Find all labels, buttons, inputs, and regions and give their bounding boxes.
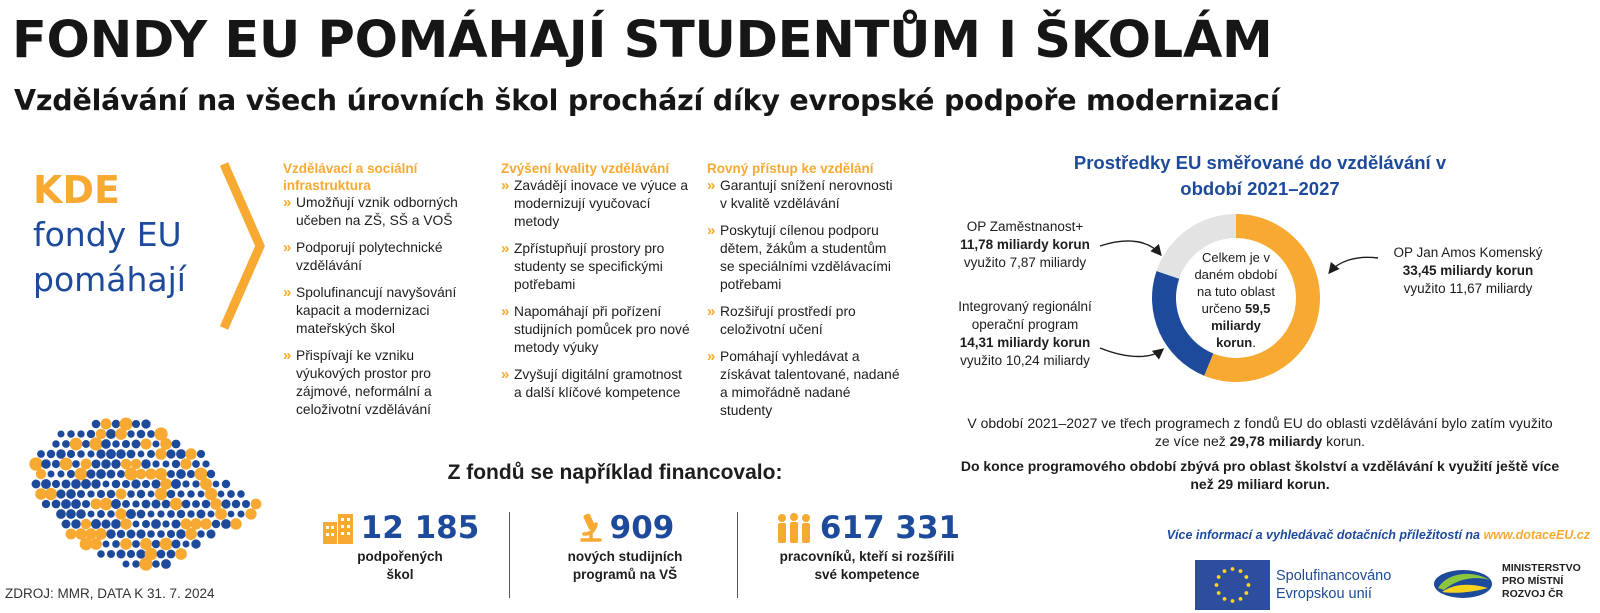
stat-number: 909 — [609, 510, 675, 546]
map-dot — [67, 450, 75, 458]
map-dot — [52, 460, 60, 468]
map-dot — [42, 500, 50, 508]
stat-number: 12 185 — [360, 510, 480, 546]
map-dot — [136, 529, 145, 538]
column-heading: Vzdělávací a sociální infrastruktura — [283, 161, 418, 193]
map-dot — [177, 510, 185, 518]
stat-description: podpořených škol — [357, 549, 443, 582]
map-dot — [77, 490, 85, 498]
map-dot — [87, 450, 94, 457]
map-dot — [115, 508, 126, 519]
map-dot — [151, 499, 160, 508]
map-dot — [111, 499, 121, 509]
map-dot — [141, 459, 150, 468]
mmr-logo-text: MINISTERSTVO PRO MÍSTNÍ ROZVOJ ČR — [1502, 562, 1581, 600]
map-dot — [116, 489, 127, 500]
map-dot — [82, 440, 90, 448]
map-dot — [251, 499, 262, 510]
map-dot — [101, 519, 110, 528]
map-dot — [70, 438, 83, 451]
map-dot — [167, 550, 176, 559]
map-dot — [112, 480, 121, 489]
map-dot — [32, 480, 41, 489]
map-dot — [137, 430, 146, 439]
map-dot — [56, 489, 65, 498]
map-dot — [100, 418, 111, 429]
map-dot — [71, 479, 81, 489]
donut-title: Prostředky EU směřované do vzdělávání v období 2021–2027 — [1073, 152, 1447, 199]
map-dot — [72, 460, 80, 468]
school-building-icon — [321, 512, 355, 544]
map-dot — [142, 520, 150, 528]
map-dot — [132, 540, 140, 548]
map-dot — [122, 500, 130, 508]
map-dot — [116, 549, 125, 558]
map-dot — [111, 519, 121, 529]
map-dot — [120, 538, 132, 550]
map-dot — [37, 450, 45, 458]
map-dot — [66, 489, 76, 499]
map-dot — [62, 440, 70, 448]
column-heading: Rovný přístup ke vzdělání — [707, 161, 874, 176]
map-dot — [245, 508, 256, 519]
czech-map-icon — [20, 404, 270, 579]
column-equal-access — [707, 160, 903, 429]
map-dot — [77, 450, 85, 458]
map-dot — [71, 499, 81, 509]
map-dot — [52, 480, 60, 488]
map-dot — [155, 448, 167, 460]
map-dot — [66, 529, 77, 540]
map-dot — [36, 469, 46, 479]
map-dot — [160, 438, 172, 450]
map-dot — [97, 510, 105, 518]
kde-block — [33, 168, 186, 302]
map-dot — [182, 540, 189, 547]
map-dot — [132, 520, 139, 527]
map-dot — [177, 490, 184, 497]
eu-star — [1239, 597, 1243, 601]
map-dot — [101, 459, 111, 469]
map-dot — [102, 540, 109, 547]
map-dot — [100, 498, 113, 511]
map-dot — [117, 470, 125, 478]
map-dot — [132, 560, 140, 568]
eu-star — [1247, 583, 1251, 587]
map-dot — [190, 518, 201, 529]
map-dot — [198, 491, 205, 498]
map-dot — [47, 450, 55, 458]
map-dot — [102, 480, 109, 487]
map-dot — [171, 539, 180, 548]
program-label-opz: OP Zaměstnanost+ 11,78 miliardy korun využito 7,87 miliardy — [960, 219, 1090, 270]
map-dot — [87, 490, 94, 497]
list-item: » Garantují snížení nerovnosti v kvalitě vzdělávání — [707, 177, 893, 211]
map-dot — [66, 509, 76, 519]
dotace-link[interactable]: www.dotaceEU.cz — [1483, 528, 1590, 542]
map-dot — [155, 468, 167, 480]
map-dot — [52, 500, 61, 509]
eu-star — [1231, 567, 1235, 571]
map-dot — [87, 510, 94, 517]
stat-number: 617 331 — [819, 510, 961, 546]
map-dot — [152, 440, 159, 447]
map-dot — [151, 479, 160, 488]
map-dot — [192, 500, 200, 508]
map-dot — [167, 470, 175, 478]
more-info-text: Více informací a vyhledávač dotačních příležitostí na www.dotaceEU.cz — [1166, 528, 1590, 542]
map-dot — [172, 440, 181, 449]
eu-logo — [1195, 560, 1391, 610]
map-dot — [162, 520, 169, 527]
map-dot — [167, 510, 175, 518]
stat-workers — [752, 510, 982, 584]
financed-heading: Z fondů se například financovalo: — [447, 461, 783, 484]
map-dot — [176, 469, 186, 479]
map-dot — [180, 518, 191, 529]
map-dot — [115, 428, 127, 440]
eu-flag-icon — [1195, 560, 1270, 610]
map-dot — [202, 460, 209, 467]
map-dot — [77, 430, 84, 437]
page-title: FONDY EU POMÁHAJÍ STUDENTŮM I ŠKOLÁM — [12, 11, 1273, 70]
stat-programs — [520, 510, 730, 584]
map-dot — [228, 511, 235, 518]
map-dot — [81, 479, 91, 489]
map-dot — [81, 519, 91, 529]
map-dot — [56, 509, 66, 519]
map-dot — [82, 500, 90, 508]
list-item: » Spolufinancují navyšování kapacit a modernizaci mateřských škol — [283, 284, 457, 336]
map-dot — [187, 490, 195, 498]
chevron-right-icon — [220, 160, 270, 332]
source-note: ZDROJ: MMR, DATA K 31. 7. 2024 — [5, 586, 215, 601]
kde-label: KDE — [33, 168, 120, 212]
map-dot — [147, 530, 155, 538]
map-dot — [124, 467, 137, 480]
map-dot — [140, 438, 151, 449]
list-item: » Zpřístupňují prostory pro studenty se specifickými potřebami — [501, 240, 665, 292]
map-dot — [167, 490, 176, 499]
program-label-irop: Integrovaný regionální operační program 14,31 miliardy korun využito 10,24 miliardy — [958, 299, 1092, 368]
divider — [509, 512, 510, 598]
map-dot — [206, 529, 215, 538]
map-dot — [192, 480, 199, 487]
map-dot — [127, 450, 136, 459]
map-dot — [67, 430, 75, 438]
map-dot — [151, 519, 161, 529]
map-dot — [242, 500, 250, 508]
map-dot — [106, 429, 116, 439]
map-dot — [185, 448, 196, 459]
map-dot — [131, 479, 140, 488]
map-dot — [127, 530, 136, 539]
map-dot — [127, 550, 135, 558]
map-dot — [152, 460, 159, 467]
list-item: » Poskytují cílenou podporu dětem, žákům a studentům se speciálními vzdělávacími potřebami — [707, 222, 891, 292]
map-dot — [116, 449, 126, 459]
map-dot — [136, 469, 147, 480]
map-dot — [91, 519, 101, 529]
stat-description: nových studijních programů na VŠ — [567, 549, 683, 582]
map-dot — [197, 450, 205, 458]
eu-logo-text: Spolufinancováno Evropskou unií — [1276, 568, 1392, 602]
map-dot — [112, 420, 120, 428]
map-dot — [237, 510, 244, 517]
map-dot — [52, 440, 60, 448]
eu-star — [1223, 569, 1227, 573]
stat-schools — [300, 510, 500, 584]
map-dot — [137, 510, 146, 519]
remaining-text: Do konce programového období zbývá pro oblast školství a vzdělávání k využití ještě více než 29 miliard korun. — [960, 458, 1560, 492]
map-dot — [71, 519, 81, 529]
map-dot — [147, 430, 155, 438]
map-dot — [155, 488, 168, 501]
map-dot — [210, 498, 222, 510]
map-dot — [107, 490, 116, 499]
eu-star — [1217, 575, 1221, 579]
people-group-icon — [774, 512, 814, 544]
map-dot — [122, 560, 129, 567]
map-dot — [112, 540, 120, 548]
map-dot — [120, 518, 131, 529]
map-dot — [142, 480, 150, 488]
map-dot — [96, 469, 106, 479]
map-dot — [172, 460, 180, 468]
map-dot — [176, 529, 186, 539]
eu-star — [1244, 575, 1248, 579]
map-dot — [107, 510, 115, 518]
map-dot — [148, 491, 155, 498]
map-dot — [141, 419, 150, 428]
map-dot — [230, 518, 241, 529]
list-item: » Napomáhají při pořízení studijních pomůcek pro nové metody výuky — [501, 303, 690, 355]
map-dot — [61, 499, 71, 509]
map-dot — [157, 530, 165, 538]
map-dot — [237, 490, 245, 498]
map-dot — [182, 480, 189, 487]
column-heading: Zvýšení kvality vzdělávání — [501, 161, 670, 176]
map-dot — [166, 449, 175, 458]
map-dot — [222, 480, 230, 488]
map-dot — [132, 420, 140, 428]
map-dot — [91, 459, 100, 468]
map-dot — [62, 520, 71, 529]
column-infrastructure — [283, 160, 475, 428]
map-dot — [106, 529, 115, 538]
map-dot — [101, 439, 111, 449]
map-dot — [126, 509, 136, 519]
map-dot — [163, 461, 170, 468]
map-dot — [162, 500, 171, 509]
list-item: » Rozšiřují prostředí pro celoživotní učení — [707, 303, 856, 337]
map-dot — [107, 470, 116, 479]
map-dot — [171, 519, 180, 528]
map-dot — [227, 490, 235, 498]
map-dot — [45, 488, 57, 500]
map-dot — [157, 550, 166, 559]
map-dot — [213, 481, 220, 488]
map-dot — [97, 550, 105, 558]
map-dot — [41, 459, 51, 469]
eu-star — [1217, 591, 1221, 595]
map-dot — [87, 430, 95, 438]
column-quality — [501, 160, 691, 411]
map-dot — [127, 490, 135, 498]
map-dot — [117, 530, 125, 538]
map-dot — [75, 468, 88, 481]
map-dot — [127, 430, 134, 437]
map-dot — [187, 470, 195, 478]
map-dot — [47, 470, 54, 477]
map-dot — [132, 500, 139, 507]
map-dot — [56, 449, 65, 458]
map-dot — [152, 560, 160, 568]
summary-text: V období 2021–2027 ve třech programech z fondů EU do oblasti vzdělávání bylo zatím využito ze více než 29,78 miliardy korun. — [967, 415, 1553, 449]
divider — [737, 512, 738, 598]
map-dot — [136, 549, 145, 558]
map-dot — [152, 540, 161, 549]
map-dot — [122, 440, 130, 448]
map-dot — [207, 510, 214, 517]
map-dot — [106, 449, 116, 459]
list-item: » Podporují polytechnické vzdělávání — [283, 239, 443, 273]
list-item: » Zvyšují digitální gramotnost a další klíčové kompetence — [501, 366, 682, 400]
map-dot — [147, 450, 155, 458]
map-dot — [176, 449, 186, 459]
kde-text: fondy EU pomáhají — [33, 215, 186, 299]
map-dot — [161, 559, 171, 569]
map-dot — [29, 457, 42, 470]
microscope-icon — [576, 512, 604, 544]
map-dot — [86, 469, 95, 478]
map-dot — [107, 550, 115, 558]
map-dot — [221, 519, 231, 529]
map-dot — [207, 470, 215, 478]
map-dot — [221, 499, 230, 508]
map-dot — [175, 548, 187, 560]
list-item: » Umožňují vznik odborných učeben na ZŠ, SŠ a VOŠ — [283, 194, 458, 228]
stat-description: pracovníků, kteří si rozšířili své kompetence — [779, 549, 955, 582]
map-dot — [160, 538, 173, 551]
map-dot — [202, 500, 211, 509]
list-item: » Zavádějí inovace ve výuce a modernizují vyučovací metody — [501, 177, 689, 229]
map-dot — [232, 500, 240, 508]
map-dot — [96, 449, 105, 458]
eu-star — [1215, 583, 1219, 587]
map-dot — [41, 479, 51, 489]
map-dot — [167, 530, 175, 538]
map-dot — [57, 430, 64, 437]
map-dot — [142, 500, 151, 509]
donut-center-text: Celkem je v daném období na tuto oblast určeno 59,5 miliardy korun. — [1194, 250, 1278, 350]
map-dot — [197, 510, 206, 519]
eu-star — [1231, 599, 1235, 603]
map-dot — [132, 440, 141, 449]
map-dot — [157, 510, 164, 517]
map-dot — [92, 420, 101, 429]
map-dot — [122, 480, 130, 488]
page-subtitle: Vzdělávání na všech úrovních škol prochází díky evropské podpoře modernizací — [14, 84, 1280, 117]
map-dot — [171, 479, 181, 489]
map-dot — [89, 437, 102, 450]
map-dot — [218, 491, 225, 498]
map-dot — [57, 470, 64, 477]
list-item: » Pomáhají vyhledávat a získávat talentované, nadané a mimořádně nadané studenty — [707, 348, 900, 418]
map-dot — [215, 508, 227, 520]
map-dot — [137, 490, 145, 498]
map-dot — [200, 518, 211, 529]
map-dot — [185, 528, 197, 540]
map-dot — [67, 470, 75, 478]
map-dot — [187, 510, 194, 517]
map-dot — [111, 459, 120, 468]
program-label-jak: OP Jan Amos Komenský 33,45 miliardy korun využito 11,67 miliardy — [1393, 245, 1543, 296]
map-dot — [197, 530, 205, 538]
mmr-logo — [1432, 562, 1581, 601]
map-dot — [95, 528, 107, 540]
map-dot — [182, 500, 191, 509]
map-dot — [76, 509, 86, 519]
map-dot — [91, 479, 100, 488]
map-dot — [212, 520, 221, 529]
map-dot — [112, 440, 120, 448]
eu-star — [1239, 569, 1243, 573]
map-dot — [170, 498, 183, 511]
map-dot — [148, 511, 155, 518]
list-item: » Přispívají ke vzniku výukových prostor pro zájmové, neformální a celoživotní vzdělávání — [283, 347, 432, 417]
map-dot — [139, 557, 152, 570]
eu-star — [1223, 597, 1227, 601]
map-dot — [138, 451, 145, 458]
map-dot — [60, 458, 73, 471]
map-dot — [192, 460, 200, 468]
eu-star — [1244, 591, 1248, 595]
map-dot — [180, 458, 191, 469]
map-dot — [191, 539, 200, 548]
map-dot — [90, 538, 102, 550]
map-dot — [61, 479, 70, 488]
mmr-emblem-icon — [1432, 564, 1494, 600]
map-dot — [97, 490, 105, 498]
